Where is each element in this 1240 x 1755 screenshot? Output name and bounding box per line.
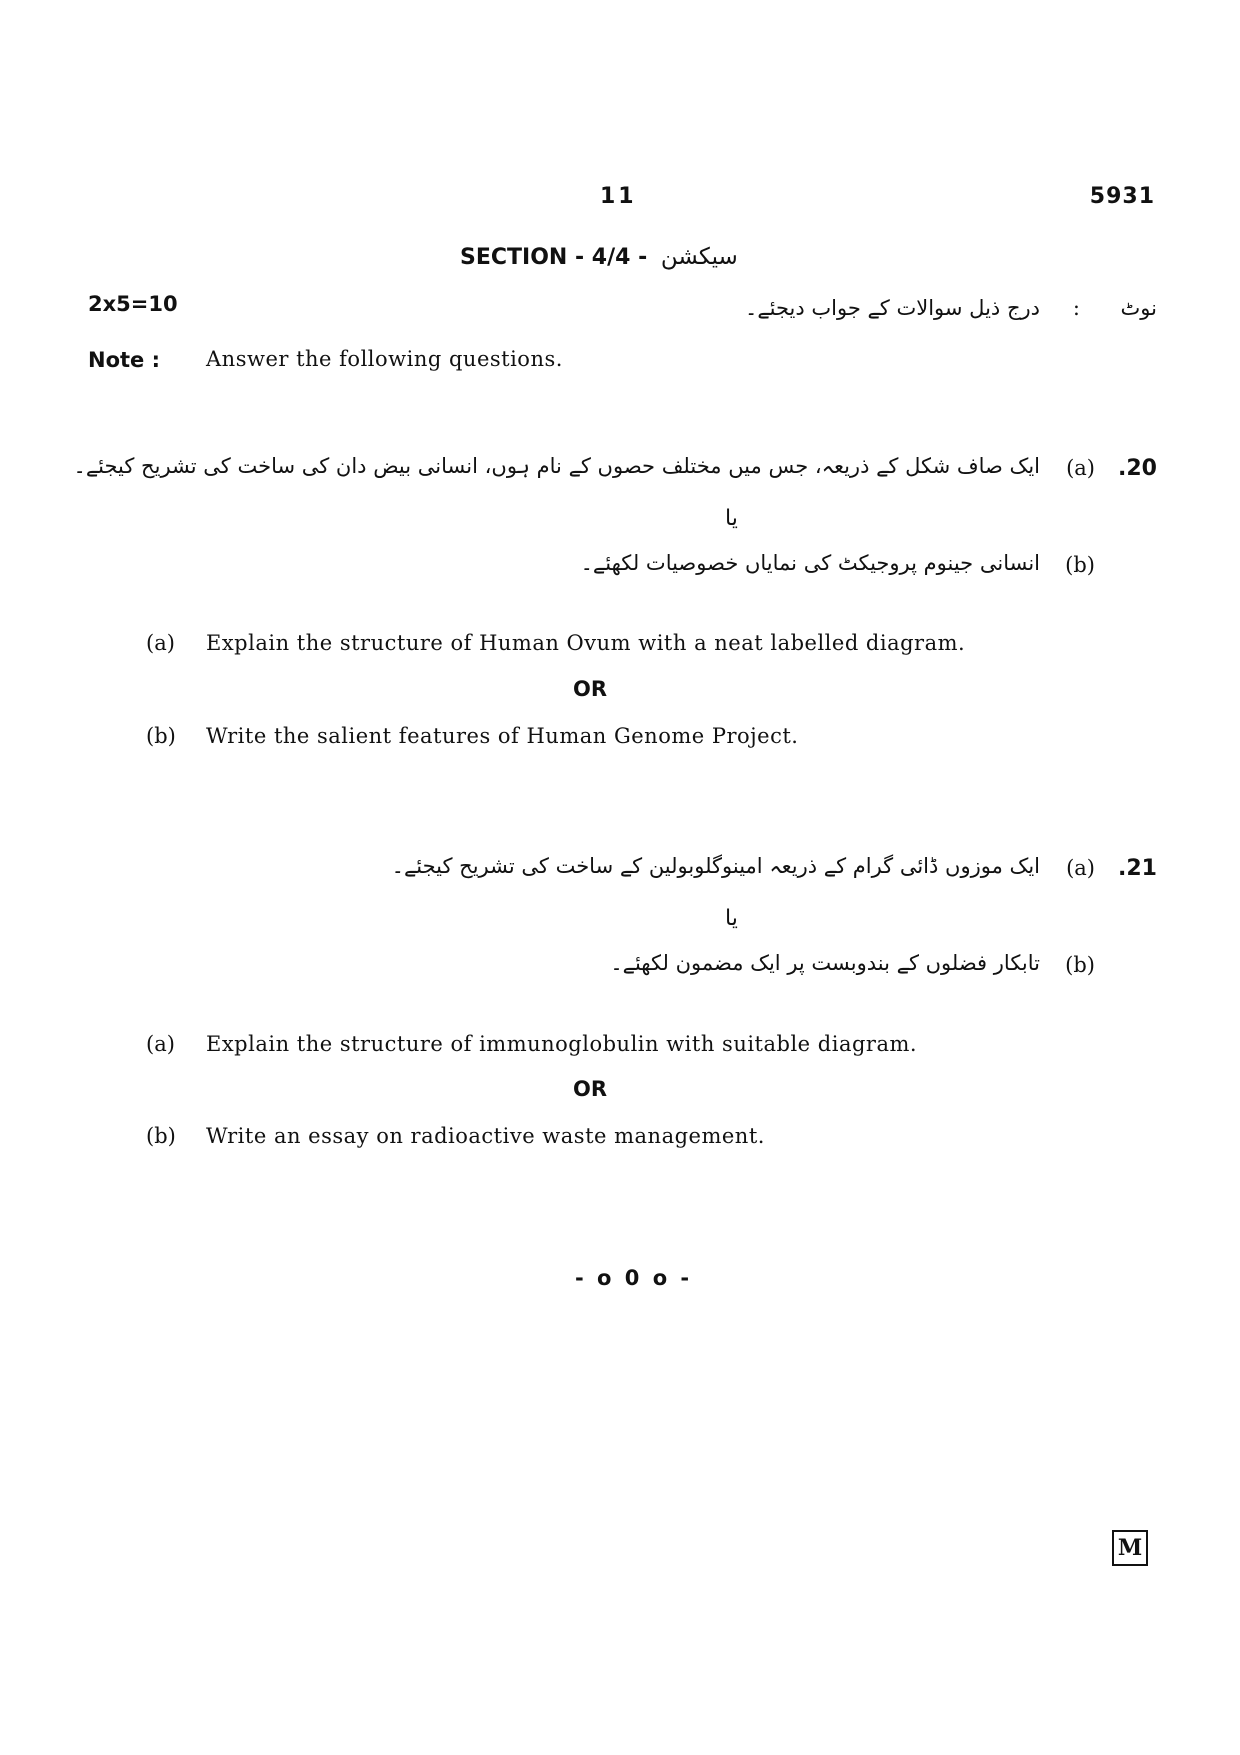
question-21-urdu-b-text: تابکار فضلوں کے بندوبست پر ایک مضمون لکھئے۔ xyxy=(610,951,1040,975)
question-21-english-b-text: Write an essay on radioactive waste management. xyxy=(206,1124,765,1148)
question-20-urdu-b-label: (b) xyxy=(1065,553,1095,577)
question-20-english-b-label: (b) xyxy=(146,724,176,748)
question-20-english-b-text: Write the salient features of Human Genome Project. xyxy=(206,724,799,748)
question-21-english-or: OR xyxy=(573,1077,608,1101)
section-heading xyxy=(460,244,738,270)
medium-badge: M xyxy=(1112,1530,1148,1566)
urdu-note-label: نوٹ xyxy=(1120,296,1157,320)
question-20-urdu-a-label: (a) xyxy=(1066,456,1095,480)
end-of-paper-mark: - o 0 o - xyxy=(575,1266,693,1290)
question-21-urdu-a-text: ایک موزوں ڈائی گرام کے ذریعہ امینوگلوبولین کے ساخت کی تشریح کیجئے۔ xyxy=(391,854,1040,878)
question-20-urdu-b-text: انسانی جینوم پروجیکٹ کی نمایاں خصوصیات لکھئے۔ xyxy=(580,551,1040,575)
paper-code: 5931 xyxy=(1089,184,1155,209)
urdu-note-colon: : xyxy=(1072,296,1080,320)
page-number: 11 xyxy=(600,184,637,209)
note-text: Answer the following questions. xyxy=(206,347,563,371)
question-21-urdu-a-label: (a) xyxy=(1066,856,1095,880)
question-20-number: .20 xyxy=(1118,456,1157,481)
note-label: Note : xyxy=(88,348,160,372)
question-21-english-b-label: (b) xyxy=(146,1124,176,1148)
question-21-english-a-text: Explain the structure of immunoglobulin with suitable diagram. xyxy=(206,1032,918,1056)
question-20-english-a-text: Explain the structure of Human Ovum with a neat labelled diagram. xyxy=(206,631,966,655)
question-21-number: .21 xyxy=(1118,856,1157,881)
question-20-english-or: OR xyxy=(573,677,608,701)
section-title-urdu: سیکشن xyxy=(660,244,738,270)
urdu-note-text: درج ذیل سوالات کے جواب دیجئے۔ xyxy=(745,296,1040,320)
question-20-english-a-label: (a) xyxy=(146,631,175,655)
question-21-urdu-b-label: (b) xyxy=(1065,953,1095,977)
marks-allocation: 2x5=10 xyxy=(88,292,178,316)
question-21-english-a-label: (a) xyxy=(146,1032,175,1056)
question-20-urdu-or: یا xyxy=(725,506,738,531)
question-20-urdu-a-text: ایک صاف شکل کے ذریعہ، جس میں مختلف حصوں کے نام ہوں، انسانی بیض دان کی ساخت کی تشریح کیجئے۔ xyxy=(73,454,1040,478)
section-title: SECTION - 4/4 - xyxy=(460,245,648,270)
question-21-urdu-or: یا xyxy=(725,906,738,931)
